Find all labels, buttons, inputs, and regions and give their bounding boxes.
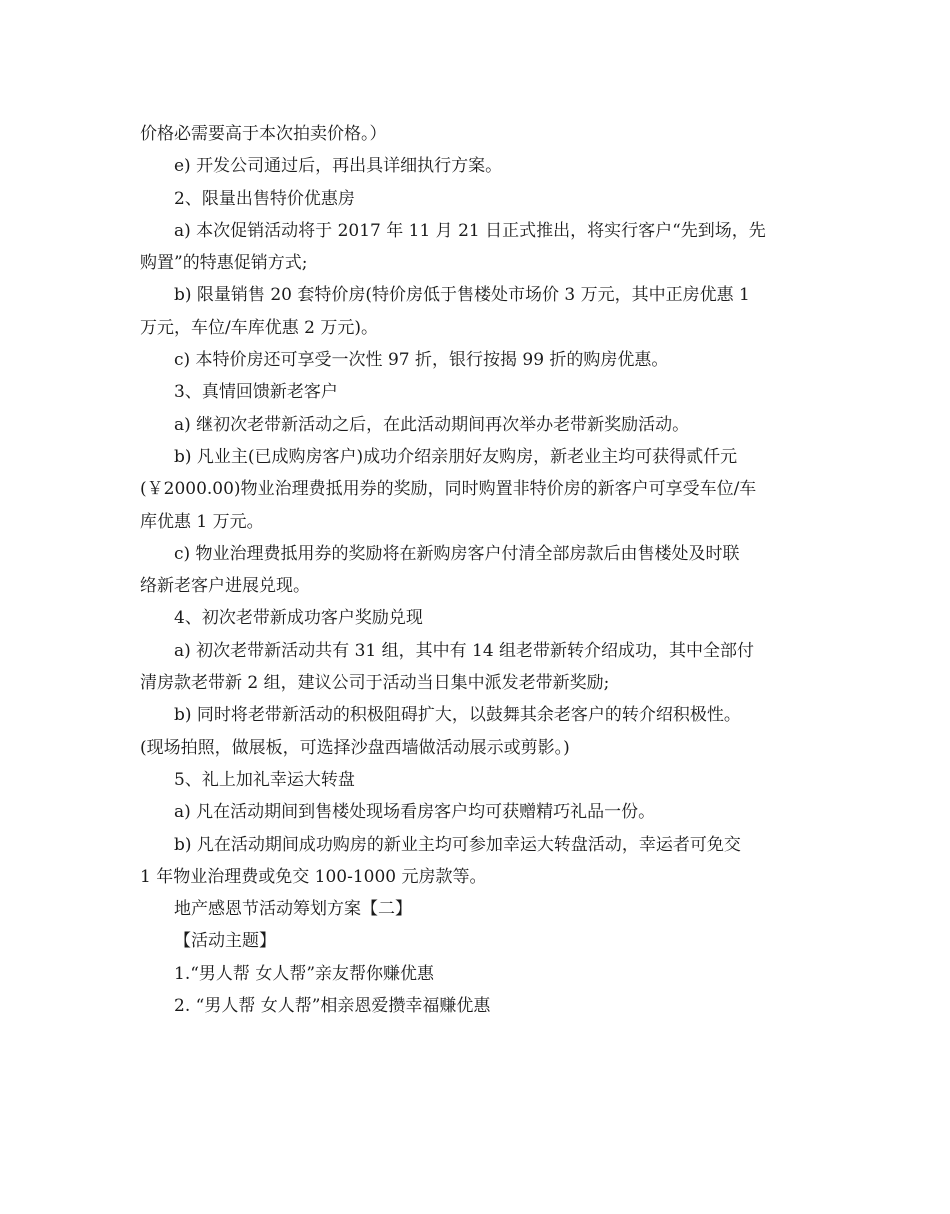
text-line: 购置”的特惠促销方式; <box>140 253 308 274</box>
text-line: b) 凡业主(已成购房客户)成功介绍亲朋好友购房，新老业主均可获得贰仟元 <box>174 446 738 467</box>
text-line: b) 限量销售 20 套特价房(特价房低于售楼处市场价 3 万元，其中正房优惠 1 <box>174 285 750 306</box>
text-line: 库优惠 1 万元。 <box>140 511 264 532</box>
document-body <box>140 118 816 1022</box>
text-line: a) 本次促销活动将于 2017 年 11 月 21 日正式推出，将实行客户“先到场，先 <box>174 220 766 241</box>
text-line: 清房款老带新 2 组，建议公司于活动当日集中派发老带新奖励; <box>140 673 610 694</box>
text-line: c) 本特价房还可享受一次性 97 折，银行按揭 99 折的购房优惠。 <box>174 350 669 371</box>
text-line: 络新老客户进展兑现。 <box>140 576 310 597</box>
text-line: e) 开发公司通过后，再出具详细执行方案。 <box>174 156 503 177</box>
text-line: (现场拍照，做展板，可选择沙盘西墙做活动展示或剪影。) <box>140 737 570 758</box>
list-item: 2. “男人帮 女人帮”相亲恩爱攒幸福赚优惠 <box>174 996 491 1017</box>
list-item: 1.“男人帮 女人帮”亲友帮你赚优惠 <box>174 963 435 984</box>
section-heading: 2、限量出售特价优惠房 <box>174 188 355 209</box>
section-heading: 4、初次老带新成功客户奖励兑现 <box>174 608 423 629</box>
text-line: a) 初次老带新活动共有 31 组，其中有 14 组老带新转介绍成功，其中全部付 <box>174 640 755 661</box>
section-heading: 3、真情回馈新老客户 <box>174 382 338 403</box>
text-line: 1 年物业治理费或免交 100-1000 元房款等。 <box>140 866 487 887</box>
document-subtitle: 地产感恩节活动筹划方案【二】 <box>174 899 412 920</box>
text-line: 价格必需要高于本次拍卖价格。） <box>140 124 387 144</box>
text-line: a) 凡在活动期间到售楼处现场看房客户均可获赠精巧礼品一份。 <box>174 802 656 823</box>
text-line: b) 同时将老带新活动的积极阻碍扩大，以鼓舞其余老客户的转介绍积极性。 <box>174 705 741 726</box>
text-line: a) 继初次老带新活动之后，在此活动期间再次举办老带新奖励活动。 <box>174 414 690 435</box>
section-heading: 【活动主题】 <box>174 931 276 952</box>
text-line: b) 凡在活动期间成功购房的新业主均可参加幸运大转盘活动，幸运者可免交 <box>174 834 741 855</box>
text-line: 万元，车位/车库优惠 2 万元)。 <box>140 317 378 338</box>
section-heading: 5、礼上加礼幸运大转盘 <box>174 769 355 790</box>
text-line: (￥2000.00)物业治理费抵用券的奖励，同时购置非特价房的新客户可享受车位/车 <box>140 479 757 500</box>
text-line: c) 物业治理费抵用券的奖励将在新购房客户付清全部房款后由售楼处及时联 <box>174 543 740 564</box>
